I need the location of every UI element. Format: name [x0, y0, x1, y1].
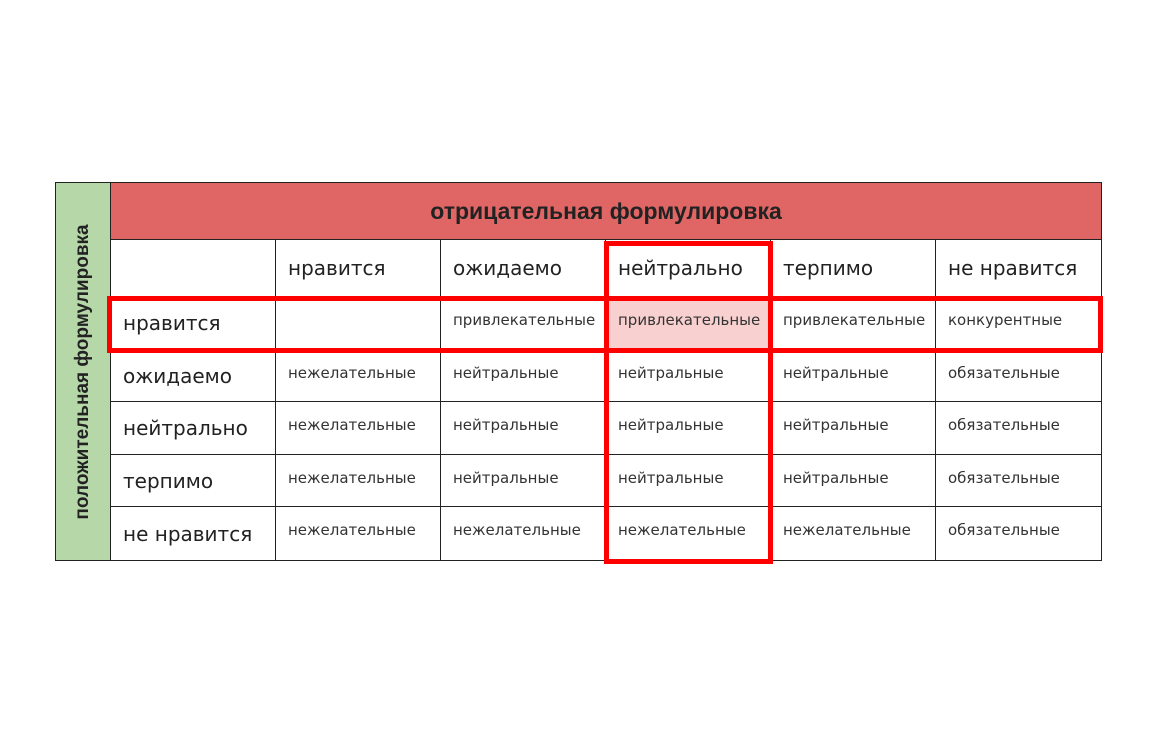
table-cell: обязательные	[936, 402, 1101, 455]
table-cell: нежелательные	[276, 350, 441, 402]
kano-matrix	[55, 182, 1102, 561]
row-header: нейтрально	[111, 402, 276, 455]
table-cell: нейтральные	[606, 455, 771, 507]
table-cell: нежелательные	[771, 507, 936, 560]
side-label-text: положительная формулировка	[72, 223, 93, 520]
column-header: нравится	[276, 240, 441, 297]
negative-formulation-header: отрицательная формулировка	[111, 183, 1101, 240]
table-cell: привлекательные	[441, 297, 606, 350]
table-cell: обязательные	[936, 350, 1101, 402]
table-cell: привлекательные	[771, 297, 936, 350]
table-cell: нейтральные	[441, 402, 606, 455]
row-header: терпимо	[111, 455, 276, 507]
column-header: не нравится	[936, 240, 1101, 297]
table-cell: нейтральные	[771, 402, 936, 455]
table-cell: нежелательные	[276, 455, 441, 507]
table-cell: нежелательные	[276, 402, 441, 455]
table-cell: обязательные	[948, 521, 1060, 539]
column-header: нейтрально	[606, 240, 771, 297]
table-cell: нейтральные	[606, 350, 771, 402]
table-cell: нейтральные	[441, 455, 606, 507]
row-header: ожидаемо	[111, 350, 276, 402]
matrix-grid	[111, 240, 1101, 560]
table-cell: обязательные	[936, 455, 1101, 507]
row-header: не нравится	[111, 507, 276, 560]
table-cell: нежелательные	[606, 507, 771, 560]
table-cell: нейтральные	[771, 350, 936, 402]
column-header: терпимо	[771, 240, 936, 297]
table-cell: нейтральные	[606, 402, 771, 455]
table-cell: нейтральные	[441, 350, 606, 402]
table-cell: нежелательные	[276, 507, 441, 560]
table-cell: нежелательные	[441, 507, 606, 560]
table-cell: конкурентные	[936, 297, 1101, 350]
table-cell	[276, 297, 441, 350]
table-cell: нейтральные	[771, 455, 936, 507]
positive-formulation-label	[56, 183, 111, 560]
column-header: ожидаемо	[441, 240, 606, 297]
corner-cell	[111, 240, 276, 297]
table-cell-highlighted: привлекательные	[606, 297, 771, 350]
row-header: нравится	[111, 297, 276, 350]
